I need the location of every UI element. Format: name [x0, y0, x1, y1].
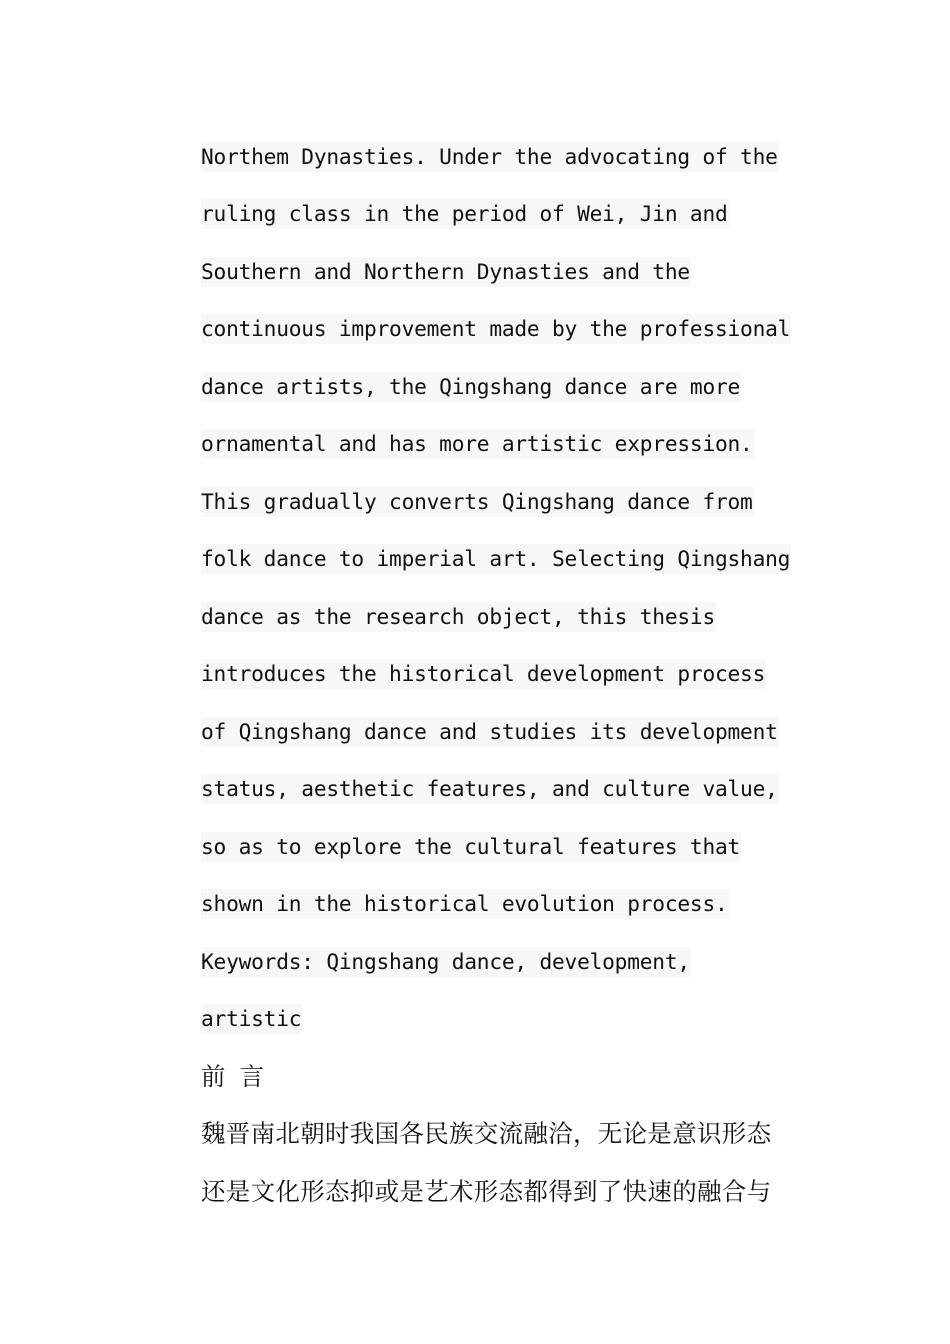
- abstract-line: folk dance to imperial art. Selecting Qingshang: [201, 531, 821, 589]
- preface-heading: 前言: [201, 1061, 278, 1091]
- abstract-line: ruling class in the period of Wei, Jin and: [201, 186, 821, 244]
- body-text: [201, 128, 821, 1221]
- abstract-line: Southern and Northern Dynasties and the: [201, 243, 821, 301]
- abstract-line: Northem Dynasties. Under the advocating of the: [201, 128, 821, 186]
- preface-paragraph-line: 还是文化形态抑或是艺术形态都得到了快速的融合与: [201, 1176, 772, 1206]
- abstract-line: ornamental and has more artistic expression.: [201, 416, 821, 474]
- abstract-line: shown in the historical evolution process.: [201, 876, 821, 934]
- abstract-line: so as to explore the cultural features that: [201, 818, 821, 876]
- keywords-line-continued: artistic: [201, 991, 821, 1049]
- abstract-line: dance artists, the Qingshang dance are more: [201, 358, 821, 416]
- keywords-line: Keywords: Qingshang dance, development,: [201, 933, 821, 991]
- abstract-line: dance as the research object, this thesis: [201, 588, 821, 646]
- preface-paragraph-line: 魏晋南北朝时我国各民族交流融洽，无论是意识形态: [201, 1119, 772, 1149]
- abstract-line: This gradually converts Qingshang dance from: [201, 473, 821, 531]
- abstract-line: status, aesthetic features, and culture value,: [201, 761, 821, 819]
- abstract-line: continuous improvement made by the professional: [201, 301, 821, 359]
- abstract-line: introduces the historical development process: [201, 646, 821, 704]
- abstract-line: of Qingshang dance and studies its development: [201, 703, 821, 761]
